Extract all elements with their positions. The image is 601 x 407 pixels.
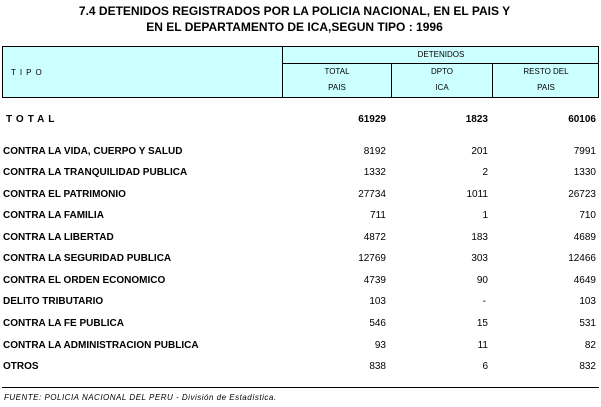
header-dpto-line1: DPTO: [430, 67, 454, 76]
table-row: [0, 293, 601, 311]
row-total-pais: 4739: [363, 275, 386, 286]
row-total-pais: 27734: [358, 189, 386, 200]
row-label: OTROS: [3, 361, 39, 372]
row-label: CONTRA LA ADMINISTRACION PUBLICA: [3, 340, 199, 351]
table-row: [0, 229, 601, 247]
row-dpto-ica: 201: [471, 146, 488, 157]
row-total-pais: 838: [369, 361, 386, 372]
total-pais-value: 61929: [358, 114, 386, 125]
row-total-pais: 4872: [363, 232, 386, 243]
row-dpto-ica: 1: [482, 210, 488, 221]
row-dpto-ica: 183: [471, 232, 488, 243]
row-label: CONTRA LA TRANQUILIDAD PUBLICA: [3, 167, 188, 178]
row-label: CONTRA LA FE PUBLICA: [3, 318, 124, 329]
table-row: [0, 272, 601, 290]
row-total-pais: 546: [369, 318, 386, 329]
row-total-pais: 711: [370, 210, 386, 221]
row-label: CONTRA EL PATRIMONIO: [3, 189, 126, 200]
total-dpto-ica-value: 1823: [465, 114, 488, 125]
table-row: [0, 337, 601, 355]
row-resto-pais: 26723: [568, 189, 596, 200]
header-divider-detenidos: [282, 63, 598, 64]
table-row: [0, 143, 601, 161]
row-total-pais: 93: [374, 340, 386, 351]
table-row: [0, 207, 601, 225]
bottom-rule: [2, 387, 599, 388]
header-tipo: TIPO: [11, 68, 46, 77]
row-resto-pais: 1330: [573, 167, 596, 178]
header-detenidos: DETENIDOS: [417, 50, 465, 59]
row-dpto-ica: 1011: [466, 189, 488, 200]
row-dpto-ica: 11: [477, 340, 488, 351]
header-total-line2: PAIS: [328, 83, 346, 92]
row-label: CONTRA LA LIBERTAD: [3, 232, 114, 243]
row-resto-pais: 82: [584, 340, 596, 351]
total-label: TOTAL: [6, 114, 59, 125]
row-label: DELITO TRIBUTARIO: [3, 296, 104, 307]
row-resto-pais: 103: [579, 296, 596, 307]
header-dpto-line2: ICA: [435, 83, 449, 92]
row-total-pais: 103: [369, 296, 386, 307]
row-total-pais: 8192: [363, 146, 386, 157]
table-row: [0, 315, 601, 333]
header-resto-line2: PAIS: [537, 83, 555, 92]
row-dpto-ica: 90: [476, 275, 488, 286]
source-note: FUENTE: POLICIA NACIONAL DEL PERU - División de Estadística.: [4, 393, 277, 402]
total-row: [0, 111, 601, 129]
row-dpto-ica: 6: [482, 361, 488, 372]
row-dpto-ica: -: [482, 296, 486, 307]
row-resto-pais: 531: [579, 318, 596, 329]
table-row: [0, 250, 601, 268]
row-label: CONTRA LA VIDA, CUERPO Y SALUD: [3, 146, 183, 157]
row-label: CONTRA EL ORDEN ECONOMICO: [3, 275, 166, 286]
table-title-line-1: 7.4 DETENIDOS REGISTRADOS POR LA POLICIA NACIONAL, EN EL PAIS Y: [78, 4, 511, 18]
row-resto-pais: 7991: [573, 146, 596, 157]
row-total-pais: 12769: [358, 253, 386, 264]
row-dpto-ica: 303: [471, 253, 488, 264]
header-resto-line1: RESTO DEL: [523, 67, 569, 76]
row-label: CONTRA LA FAMILIA: [3, 210, 104, 221]
row-total-pais: 1332: [363, 167, 386, 178]
table-row: [0, 186, 601, 204]
row-resto-pais: 4689: [573, 232, 596, 243]
row-resto-pais: 710: [579, 210, 596, 221]
row-dpto-ica: 2: [482, 167, 488, 178]
table-title-line-2: EN EL DEPARTAMENTO DE ICA,SEGUN TIPO : 1996: [146, 20, 443, 34]
row-resto-pais: 12466: [568, 253, 596, 264]
table-header: [2, 46, 599, 98]
row-resto-pais: 832: [579, 361, 596, 372]
row-label: CONTRA LA SEGURIDAD PUBLICA: [3, 253, 172, 264]
table-row: [0, 164, 601, 182]
table-row: [0, 358, 601, 376]
total-resto-pais-value: 60106: [568, 114, 596, 125]
header-total-line1: TOTAL: [324, 67, 350, 76]
row-dpto-ica: 15: [476, 318, 488, 329]
row-resto-pais: 4649: [573, 275, 596, 286]
